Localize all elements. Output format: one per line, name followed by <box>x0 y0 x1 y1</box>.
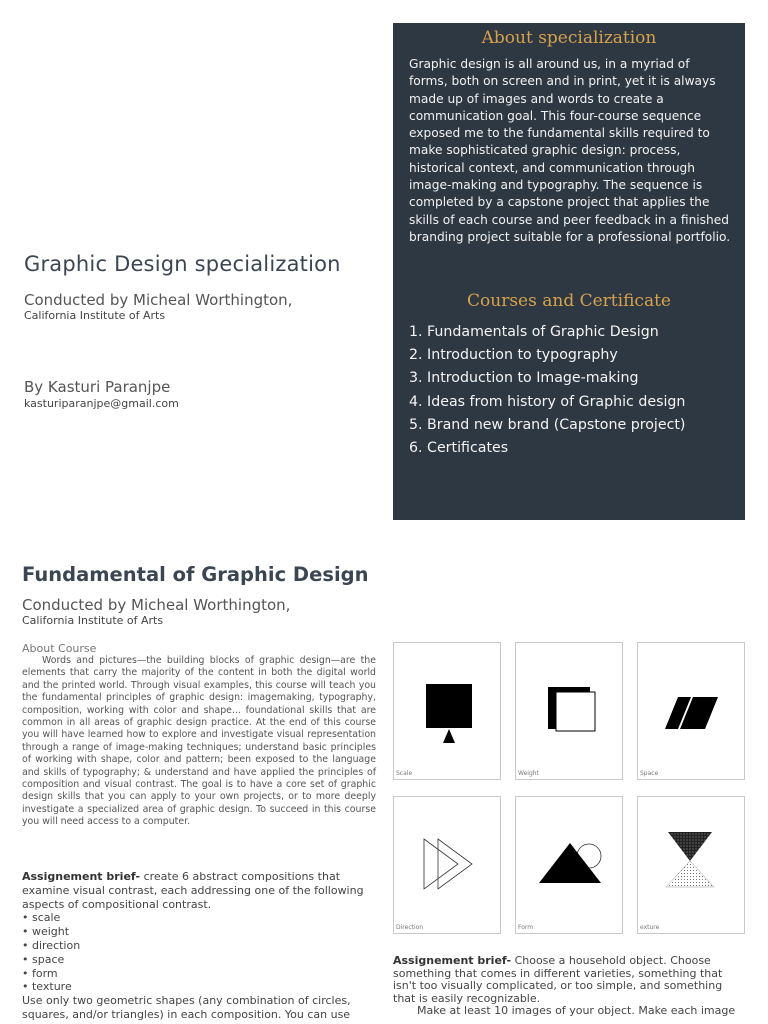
composition-card-direction <box>393 796 501 934</box>
institution: California Institute of Arts <box>24 309 166 322</box>
course-item: 3. Introduction to Image-making <box>409 370 639 387</box>
about-course-label: About Course <box>22 642 97 655</box>
texture-composition <box>638 797 746 935</box>
list-item: • weight <box>22 925 70 939</box>
course-item: 2. Introduction to typography <box>409 347 618 364</box>
about-heading: About specialization <box>481 28 657 48</box>
space-composition <box>638 643 746 781</box>
card-label: Direction <box>396 924 424 931</box>
list-item: • form <box>22 966 58 980</box>
card-label: Scale <box>396 770 413 777</box>
composition-card-scale <box>393 642 501 780</box>
composition-card-space <box>637 642 745 780</box>
page-title: Graphic Design specialization <box>24 252 341 276</box>
list-item: • scale <box>22 911 61 925</box>
course-item: 6. Certificates <box>409 440 509 457</box>
course-list <box>409 321 685 460</box>
course-item: 4. Ideas from history of Graphic design <box>409 393 686 410</box>
contrast-list <box>22 911 372 994</box>
card-label: Space <box>640 770 659 777</box>
course-item: 5. Brand new brand (Capstone project) <box>409 416 686 433</box>
scale-composition <box>394 643 502 781</box>
brief-continued: Use only two geometric shapes (any combination of circles, squares, and/or triangles) in each composition. You can use <box>22 994 351 1021</box>
institution: California Institute of Arts <box>22 614 164 627</box>
form-composition <box>516 797 624 935</box>
course-item: 1. Fundamentals of Graphic Design <box>409 324 659 340</box>
brief-label: Assignement brief- <box>22 870 141 883</box>
card-label: exture <box>640 924 660 931</box>
brief-text: create 6 abstract compositions that examine visual contrast, each addressing one of the following aspects of compositional contrast. <box>22 870 364 911</box>
list-item: • texture <box>22 980 72 994</box>
composition-card-weight <box>515 642 623 780</box>
conducted-by: Conducted by Micheal Worthington, <box>22 596 291 614</box>
assignment-brief-2 <box>393 955 745 1018</box>
about-text: Graphic design is all around us, in a myriad of forms, both on screen and in print, yet it is always made up of images and words to create a communication goal. This four-course sequence exposed me to the fundamental skills required to make sophisticated graphic design: process, historical context, and communication through image-making and typography. The sequence is completed by a capstone project that applies the skills of each course and peer feedback in a finished branding project suitable for a professional portfolio. <box>409 57 731 244</box>
list-item: • direction <box>22 938 81 952</box>
about-course-text: Words and pictures—the building blocks of graphic design—are the elements that carry the majority of the content in both the digital world and the printed world. Through visual examples, this course will teach you the fundamental principles of graphic design: imagemaking, typography, composition, working with color and shape... foundational skills that are common in all areas of graphic design practice. At the end of this course you will have learned how to explore and investigate visual representation through a range of image-making techniques; understand basic principles of working with shape, color and pattern; been exposed to the language and skills of typography; & understand and have applied the principles of composition and visual contrast. The goal is to have a core set of graphic design skills that you can apply to your own projects, or to more deeply investigate a specialized area of graphic design. To succeed in this course you will need access to a computer. <box>22 655 376 828</box>
conducted-by: Conducted by Micheal Worthington, <box>24 291 293 309</box>
section-title: Fundamental of Graphic Design <box>22 563 369 586</box>
author: By Kasturi Paranjpe <box>24 378 171 396</box>
weight-composition <box>516 643 624 781</box>
direction-composition <box>394 797 502 935</box>
brief-text: Choose a household object. Choose something that comes in different varieties, something that isn't too visually complicated, or too simple, and something that is easily recognizable. <box>393 954 723 1005</box>
composition-card-form <box>515 796 623 934</box>
card-label: Weight <box>518 770 539 777</box>
card-label: Form <box>518 924 534 931</box>
courses-heading: Courses and Certificate <box>467 291 671 311</box>
brief-label: Assignement brief- <box>393 954 512 967</box>
brief-continued: Make at least 10 images of your object. Make each image <box>417 1004 736 1018</box>
list-item: • space <box>22 952 65 966</box>
assignment-brief-1 <box>22 870 372 1022</box>
composition-card-texture <box>637 796 745 934</box>
specialization-panel <box>393 23 745 520</box>
author-email[interactable]: kasturiparanjpe@gmail.com <box>24 397 179 410</box>
